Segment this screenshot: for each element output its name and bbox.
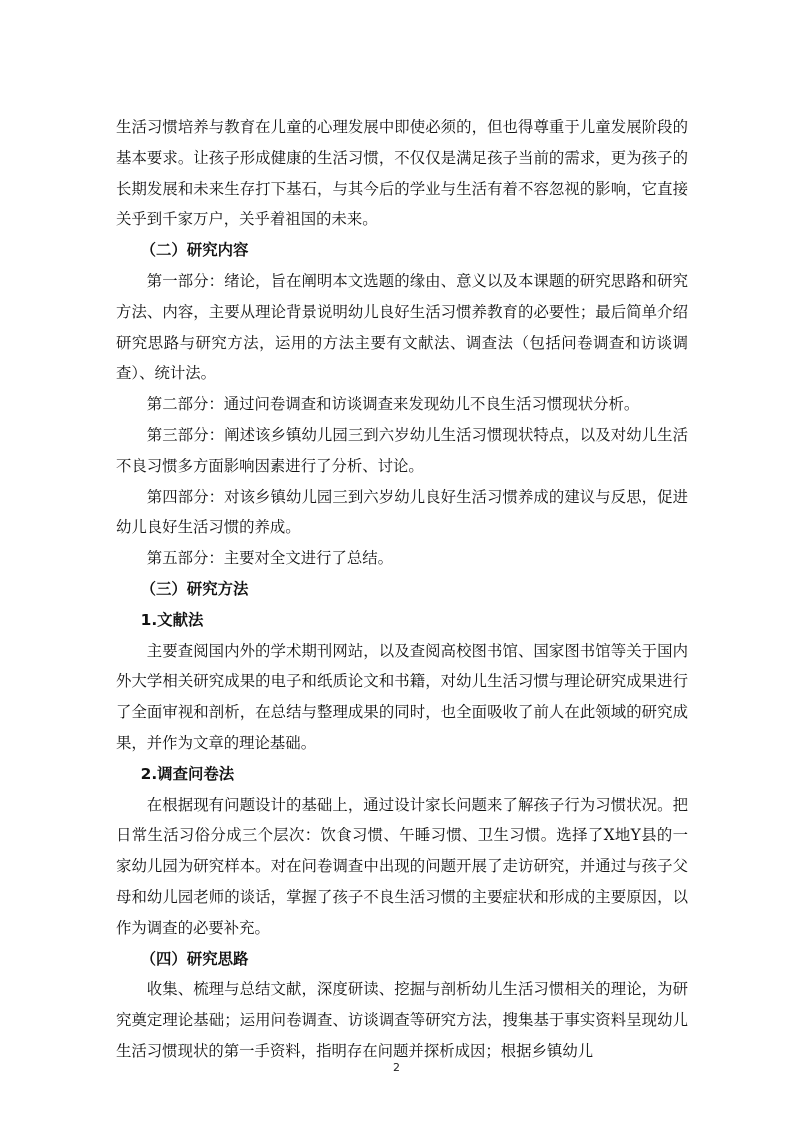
page-number: 2 xyxy=(393,1061,400,1074)
paragraph-part-4: 第四部分：对该乡镇幼儿园三到六岁幼儿良好生活习惯养成的建议与反思，促进幼儿良好生活习惯的养成。 xyxy=(116,487,688,537)
paragraph-research-approach: 收集、梳理与总结文献，深度研读、挖掘与剖析幼儿生活习惯相关的理论，为研究奠定理论基础；运用问卷调查、访谈调查等研究方法，搜集基于事实资料呈现幼儿生活习惯现状的第一手资料，指明存在问题并探析成因；根据乡镇幼儿 xyxy=(116,980,688,1060)
section-heading-research-methods: （三）研究方法 xyxy=(140,579,249,598)
paragraph-part-3: 第三部分：阐述该乡镇幼儿园三到六岁幼儿生活习惯现状特点，以及对幼儿生活不良习惯多方面影响因素进行了分析、讨论。 xyxy=(116,425,688,475)
paragraph-intro: 生活习惯培养与教育在儿童的心理发展中即使必须的，但也得尊重于儿童发展阶段的基本要求。让孩子形成健康的生活习惯，不仅仅是满足孩子当前的需求，更为孩子的长期发展和未来生存打下基石，与其今后的学业与生活有着不容忽视的影响，它直接关乎到千家万户，关乎着祖国的未来。 xyxy=(116,118,688,229)
paragraph-part-5: 第五部分：主要对全文进行了总结。 xyxy=(146,549,394,568)
subheading-questionnaire-method: 2.调查问卷法 xyxy=(140,764,235,783)
body-text xyxy=(116,112,688,1067)
section-heading-research-content: （二）研究内容 xyxy=(140,241,249,260)
paragraph-part-2: 第二部分：通过问卷调查和访谈调查来发现幼儿不良生活习惯现状分析。 xyxy=(146,395,640,414)
section-heading-research-approach: （四）研究思路 xyxy=(140,949,249,968)
paragraph-part-1: 第一部分：绪论，旨在阐明本文选题的缘由、意义以及本课题的研究思路和研究方法、内容，主要从理论背景说明幼儿良好生活习惯养教育的必要性；最后简单介绍研究思路与研究方法，运用的方法主要有文献法、调查法（包括问卷调查和访谈调查）、统计法。 xyxy=(116,271,688,383)
paragraph-questionnaire-method: 在根据现有问题设计的基础上，通过设计家长问题来了解孩子行为习惯状况。把日常生活习俗分成三个层次：饮食习惯、午睡习惯、卫生习惯。选择了X地Y县的一家幼儿园为研究样本。对在问卷调查中出现的问题开展了走访研究，并通过与孩子父母和幼儿园老师的谈话，掌握了孩子不良生活习惯的主要症状和形成的主要原因，以作为调查的必要补充。 xyxy=(116,795,688,937)
subheading-literature-method: 1.文献法 xyxy=(140,610,204,629)
paragraph-literature-method: 主要查阅国内外的学术期刊网站，以及查阅高校图书馆、国家图书馆等关于国内外大学相关研究成果的电子和纸质论文和书籍，对幼儿生活习惯与理论研究成果进行了全面审视和剖析，在总结与整理成果的同时，也全面吸收了前人在此领域的研究成果，并作为文章的理论基础。 xyxy=(116,641,688,752)
